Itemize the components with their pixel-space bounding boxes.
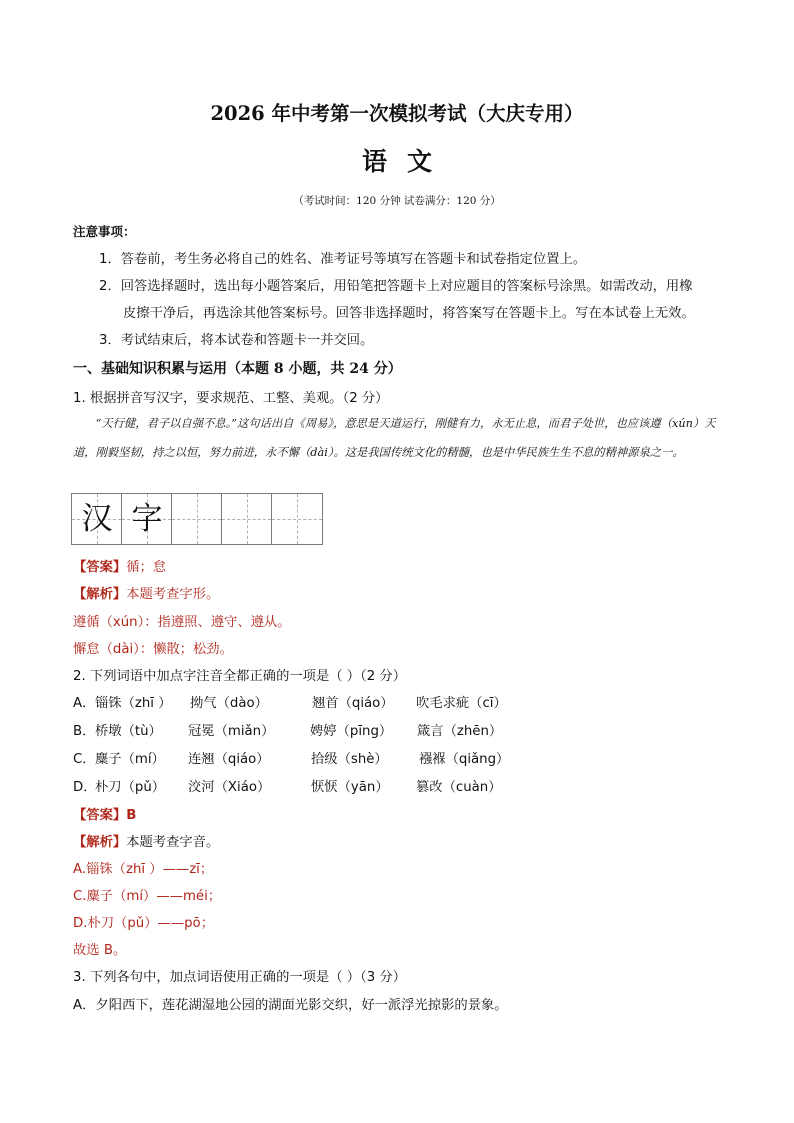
question-1-passage: “天行健，君子以自强不息。”这句话出自《周易》，意思是天道运行，刚健有力，永无止息，而君子处世，也应该遵（xún）天道，刚毅坚韧，持之以恒，努力前进，永不懈（dài）。这是我国传统文化的精髓，也是中华民族生生不息的精神源泉之一。	[73, 417, 716, 459]
grid-char	[222, 494, 272, 544]
analysis-line: 故选 B。	[73, 943, 127, 958]
answer-text: 循；怠	[126, 560, 167, 575]
option-word: 襁褓（qiǎng）	[419, 752, 510, 767]
question-3-stem: 3. 下列各句中，加点词语使用正确的一项是（ ）（3 分）	[73, 970, 407, 985]
question-3-option-a: A．夕阳西下，莲花湖湿地公园的湖面光影交织，好一派浮光掠影的景象。	[73, 998, 508, 1013]
answer-text: B	[126, 808, 137, 823]
analysis-line: D.朴刀（pǔ）——pō；	[73, 916, 214, 931]
note-item-continued: 皮擦干净后，再选涂其他答案标号。回答非选择题时，将答案写在答题卡上。写在本试卷上无效。	[123, 306, 695, 321]
analysis-line: C.麋子（mí）——méi；	[73, 889, 222, 904]
option-label: D．	[73, 780, 97, 795]
exam-subject: 语文	[361, 147, 452, 176]
option-word: 麋子（mí）	[95, 752, 165, 767]
note-item: 2．回答选择题时，选出每小题答案后，用铅笔把答题卡上对应题目的答案标号涂黑。如需改动，用橡	[99, 279, 693, 294]
grid-cell	[222, 494, 272, 544]
grid-cell	[172, 494, 222, 544]
analysis-tag: 【解析】	[73, 835, 127, 850]
option-word: 朴刀（pǔ）	[95, 780, 166, 795]
question-2-answer	[73, 804, 136, 823]
analysis-text: 本题考查字形。	[126, 587, 220, 602]
option-word: 连翘（qiáo）	[188, 752, 270, 767]
option-word: 篡改（cuàn）	[416, 780, 502, 795]
grid-char: 字	[131, 501, 163, 537]
grid-char	[172, 494, 222, 544]
grid-cell	[272, 494, 322, 544]
option-word: 拗气（dào）	[190, 696, 268, 711]
analysis-line: 懈怠（dài）：懒散；松劲。	[73, 642, 233, 657]
writing-grid	[71, 493, 323, 545]
question-2-analysis	[73, 831, 219, 850]
question-2-stem: 2. 下列词语中加点字注音全都正确的一项是（ ）（2 分）	[73, 669, 407, 684]
exam-title: 2026 年中考第一次模拟考试（大庆专用）	[210, 102, 584, 125]
analysis-line: 遵循（xún）：指遵照、遵守、遵从。	[73, 615, 291, 630]
option-word: 恹恹（yān）	[311, 780, 389, 795]
question-1-answer	[73, 556, 166, 575]
option-word: 桥墩（tù）	[95, 724, 162, 739]
option-word: 娉婷（pīng）	[310, 724, 393, 739]
notes-heading: 注意事项：	[73, 224, 136, 239]
option-word: 锱铢（zhī ）	[95, 696, 172, 711]
option-label: A．	[73, 696, 96, 711]
option-word: 洨河（Xiáo）	[188, 780, 271, 795]
option-word: 箴言（zhēn）	[417, 724, 503, 739]
option-word: 拾级（shè）	[311, 752, 388, 767]
analysis-line: A.锱铢（zhī ）——zī；	[73, 862, 214, 877]
option-label: B．	[73, 724, 96, 739]
note-item: 1．答卷前，考生务必将自己的姓名、准考证号等填写在答题卡和试卷指定位置上。	[99, 252, 587, 267]
section-heading: 一、基础知识积累与运用（本题 8 小题，共 24 分）	[73, 361, 402, 377]
option-word: 吹毛求疵（cī）	[416, 696, 507, 711]
grid-char: 汉	[81, 501, 113, 537]
answer-tag: 【答案】	[73, 808, 127, 823]
question-1-stem: 1. 根据拼音写汉字，要求规范、工整、美观。（2 分）	[73, 391, 389, 406]
note-item: 3．考试结束后，将本试卷和答题卡一并交回。	[99, 333, 374, 348]
option-word: 冠冕（miǎn）	[188, 724, 275, 739]
analysis-tag: 【解析】	[73, 587, 127, 602]
option-label: C．	[73, 752, 96, 767]
answer-tag: 【答案】	[73, 560, 127, 575]
question-1-analysis	[73, 583, 219, 602]
grid-cell	[122, 494, 172, 544]
option-word: 翘首（qiáo）	[312, 696, 394, 711]
grid-char	[272, 494, 322, 544]
analysis-text: 本题考查字音。	[126, 835, 220, 850]
exam-meta: （考试时间：120 分钟 试卷满分：120 分）	[293, 195, 501, 207]
grid-cell	[72, 494, 122, 544]
